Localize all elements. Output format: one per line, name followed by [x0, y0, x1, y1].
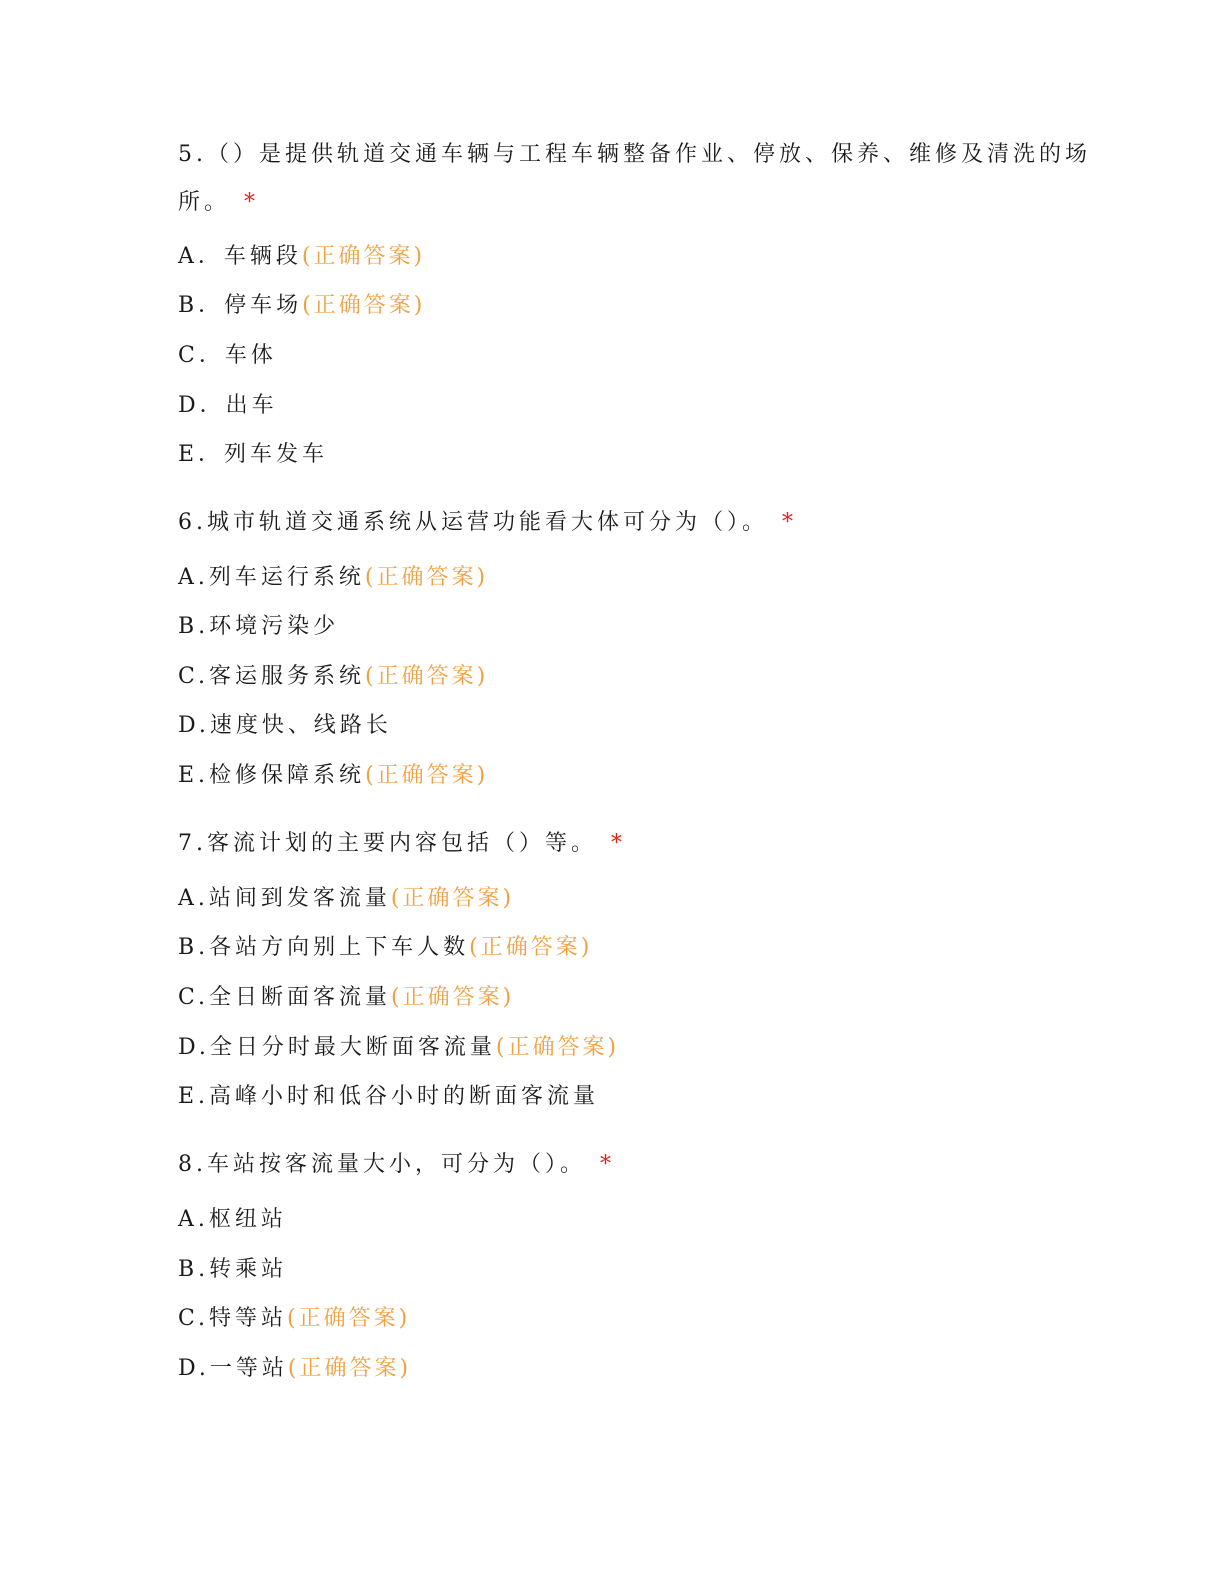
question-text: 8.车站按客流量大小，可分为（）。: [178, 1152, 586, 1177]
option-label: D.一等站: [178, 1356, 288, 1381]
option-label: D．出车: [178, 393, 278, 418]
correct-answer-tag: (正确答案): [364, 565, 489, 590]
option-label: D.全日分时最大断面客流量: [178, 1035, 496, 1060]
option-label: A.枢纽站: [178, 1207, 287, 1232]
option-label: D.速度快、线路长: [178, 713, 392, 738]
option-item[interactable]: [178, 711, 392, 741]
correct-answer-tag: (正确答案): [365, 763, 489, 788]
required-asterisk: *: [244, 190, 256, 215]
question-text: 5.（）是提供轨道交通车辆与工程车辆整备作业、停放、保养、维修及清洗的场: [178, 142, 1091, 167]
option-item[interactable]: [178, 1354, 411, 1384]
option-item[interactable]: [178, 391, 278, 421]
correct-answer-tag: (正确答案): [302, 293, 426, 318]
option-item[interactable]: [178, 983, 514, 1013]
option-label: B.环境污染少: [178, 614, 340, 639]
option-item[interactable]: [178, 1033, 619, 1063]
option-label: A.列车运行系统: [178, 565, 365, 590]
question-text: 6.城市轨道交通系统从运营功能看大体可分为（）。: [178, 510, 768, 535]
option-item[interactable]: [178, 761, 488, 791]
option-label: E.检修保障系统: [178, 763, 366, 788]
correct-answer-tag: (正确答案): [390, 886, 515, 911]
option-label: A.站间到发客流量: [178, 886, 391, 911]
question-title: [178, 508, 793, 538]
option-item[interactable]: [178, 933, 592, 963]
required-asterisk: *: [600, 1152, 611, 1177]
option-item[interactable]: [178, 291, 425, 321]
option-label: B.转乘站: [178, 1257, 288, 1282]
question-title-continued: [178, 188, 255, 218]
option-item[interactable]: [178, 341, 277, 371]
question-title: [178, 140, 1091, 170]
correct-answer-tag: (正确答案): [495, 1035, 620, 1060]
question-text: 所。: [178, 190, 231, 215]
option-label: E．列车发车: [178, 442, 329, 467]
option-label: C.全日断面客流量: [178, 985, 392, 1010]
option-label: A．车辆段: [178, 244, 302, 269]
correct-answer-tag: (正确答案): [287, 1356, 412, 1381]
option-item[interactable]: [178, 662, 488, 692]
option-label: B．停车场: [178, 293, 303, 318]
option-item[interactable]: [178, 884, 514, 914]
option-label: C．车体: [178, 343, 277, 368]
correct-answer-tag: (正确答案): [365, 664, 489, 689]
correct-answer-tag: (正确答案): [391, 985, 515, 1010]
question-title: [178, 1150, 611, 1180]
question-text: 7.客流计划的主要内容包括（）等。: [178, 831, 597, 856]
option-item[interactable]: [178, 1205, 287, 1235]
correct-answer-tag: (正确答案): [469, 935, 593, 960]
required-asterisk: *: [611, 831, 622, 856]
option-item[interactable]: [178, 242, 425, 272]
option-item[interactable]: [178, 563, 488, 593]
question-title: [178, 829, 622, 859]
option-item[interactable]: [178, 1304, 410, 1334]
option-item[interactable]: [178, 1082, 599, 1112]
option-item[interactable]: [178, 440, 328, 470]
required-asterisk: *: [782, 510, 793, 535]
option-label: B.各站方向别上下车人数: [178, 935, 470, 960]
option-item[interactable]: [178, 612, 339, 642]
option-item[interactable]: [178, 1255, 287, 1285]
correct-answer-tag: (正确答案): [287, 1306, 411, 1331]
option-label: C.客运服务系统: [178, 664, 366, 689]
correct-answer-tag: (正确答案): [301, 244, 426, 269]
option-label: C.特等站: [178, 1306, 288, 1331]
option-label: E.高峰小时和低谷小时的断面客流量: [178, 1084, 600, 1109]
